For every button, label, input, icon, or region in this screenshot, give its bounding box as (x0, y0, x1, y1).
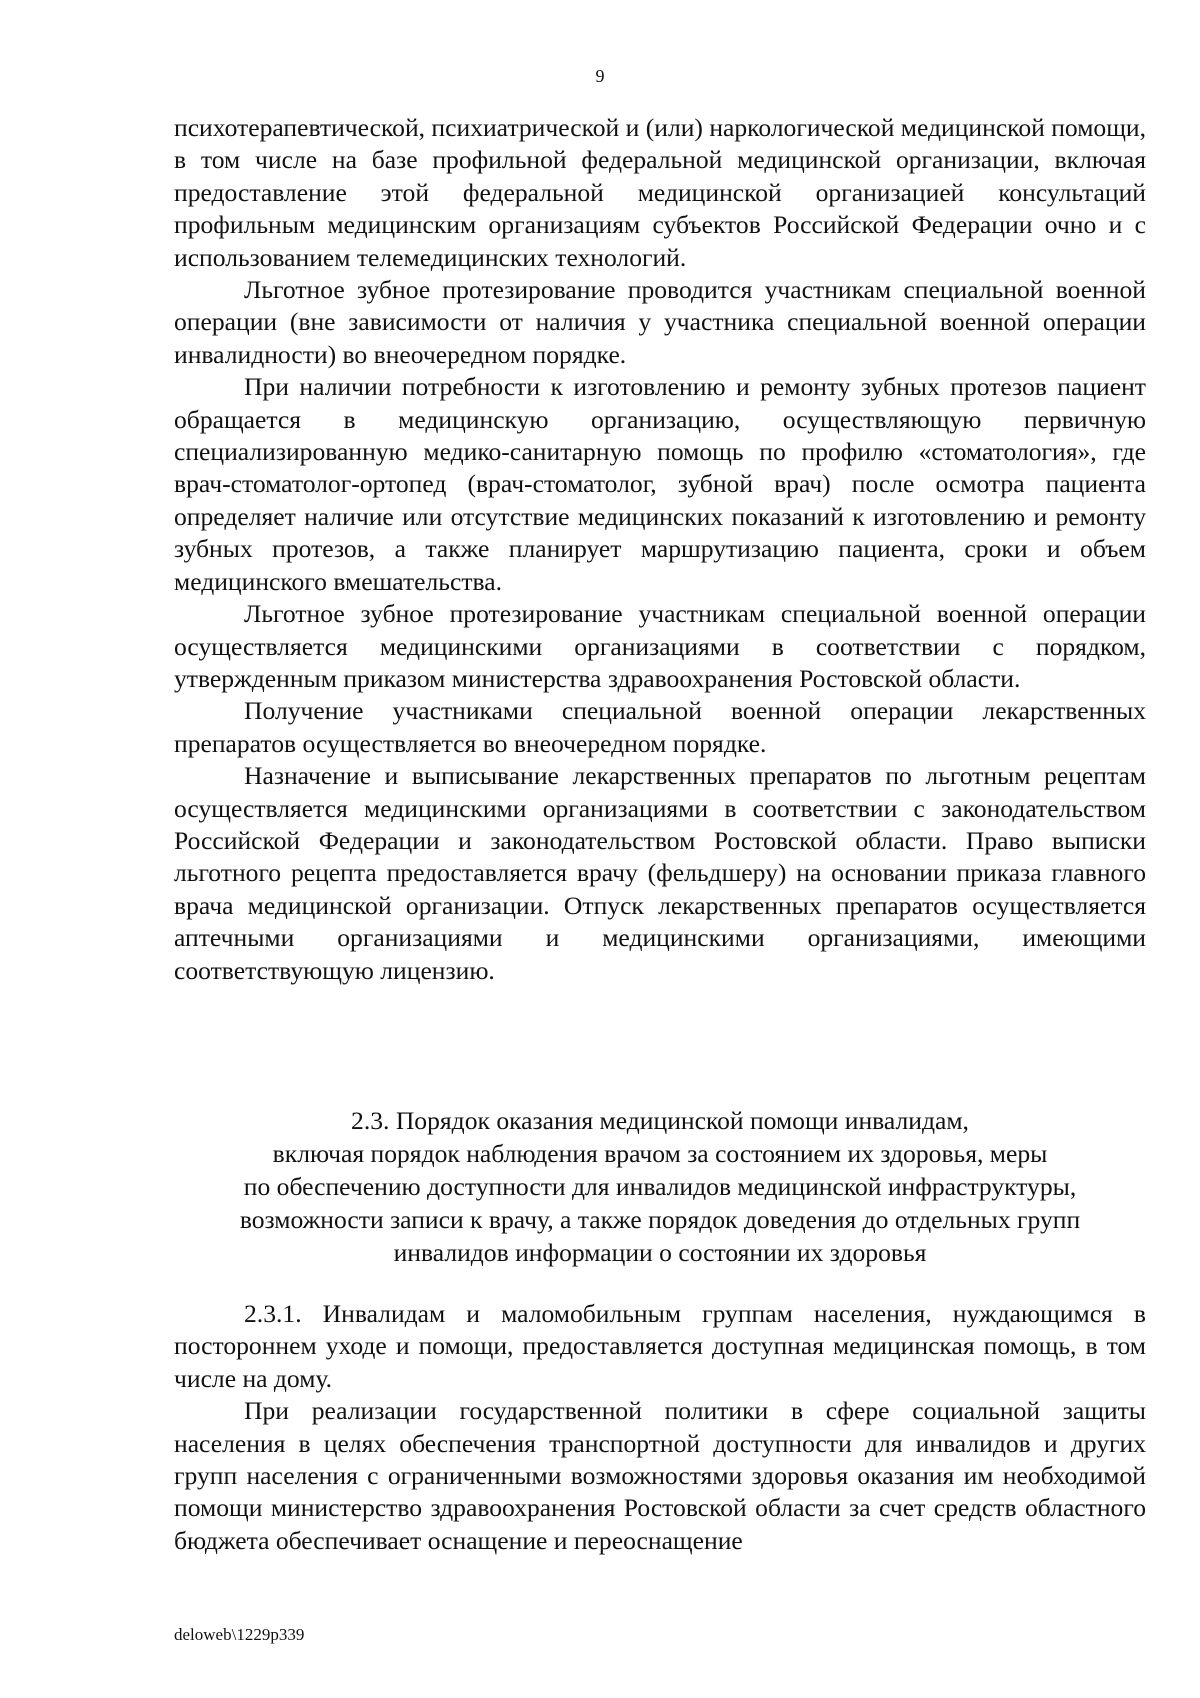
paragraph: При реализации государственной политики в сфере социальной защиты населения в целях обеспечения транспортной доступности для инвалидов и других групп населения с ограниченными возможностями здоровья оказания им необходимой помощи министерство здравоохранения Ростовской области за счет средств областного бюджета обеспечивает оснащение и переоснащение (174, 1396, 1146, 1555)
page-number: 9 (595, 66, 605, 86)
section-heading-line: возможности записи к врачу, а также порядок доведения до отдельных групп (239, 1205, 1081, 1234)
paragraph: Получение участниками специальной военной операции лекарственных препаратов осуществляется во внеочередном порядке. (174, 696, 1146, 758)
section-heading-line: инвалидов информации о состоянии их здоровья (393, 1238, 927, 1267)
section-heading-line: 2.3. Порядок оказания медицинской помощи инвалидам, (351, 1106, 969, 1135)
body-text-top (174, 112, 1146, 987)
paragraph: Льготное зубное протезирование проводится участникам специальной военной операции (вне зависимости от наличия у участника специальной военной операции инвалидности) во внеочередном порядке. (174, 275, 1146, 369)
paragraph: психотерапевтической, психиатрической и (или) наркологической медицинской помощи, в том числе на базе профильной федеральной медицинской организации, включая предоставление этой федеральной медицинской организацией консультаций профильным медицинским организациям субъектов Российской Федерации очно и с использованием телемедицинских технологий. (174, 113, 1147, 272)
section-heading (174, 1104, 1146, 1269)
footer-document-code: deloweb\1229p339 (174, 1625, 305, 1644)
section-heading-line: по обеспечению доступности для инвалидов медицинской инфраструктуры, (243, 1172, 1077, 1201)
section-heading-line: включая порядок наблюдения врачом за состоянием их здоровья, меры (272, 1139, 1048, 1168)
paragraph: Назначение и выписывание лекарственных препаратов по льготным рецептам осуществляется медицинскими организациями в соответствии с законодательством Российской Федерации и законодательством Ростовской области. Право выписки льготного рецепта предоставляется врачу (фельдшеру) на основании приказа главного врача медицинской организации. Отпуск лекарственных препаратов осуществляется аптечными организациями и медицинскими организациями, имеющими соответствующую лицензию. (174, 761, 1146, 985)
paragraph: Льготное зубное протезирование участникам специальной военной операции осуществляется медицинскими организациями в соответствии с порядком, утвержденным приказом министерства здравоохранения Ростовской области. (174, 599, 1146, 693)
body-text-bottom (174, 1298, 1146, 1557)
paragraph: При наличии потребности к изготовлению и ремонту зубных протезов пациент обращается в медицинскую организацию, осуществляющую первичную специализированную медико-санитарную помощь по профилю «стоматология», где врач-стоматолог-ортопед (врач-стоматолог, зубной врач) после осмотра пациента определяет наличие или отсутствие медицинских показаний к изготовлению и ремонту зубных протезов, а также планирует маршрутизацию пациента, сроки и объем медицинского вмешательства. (174, 372, 1146, 596)
paragraph: 2.3.1. Инвалидам и маломобильным группам населения, нуждающимся в постороннем уходе и помощи, предоставляется доступная медицинская помощь, в том числе на дому. (174, 1299, 1146, 1393)
